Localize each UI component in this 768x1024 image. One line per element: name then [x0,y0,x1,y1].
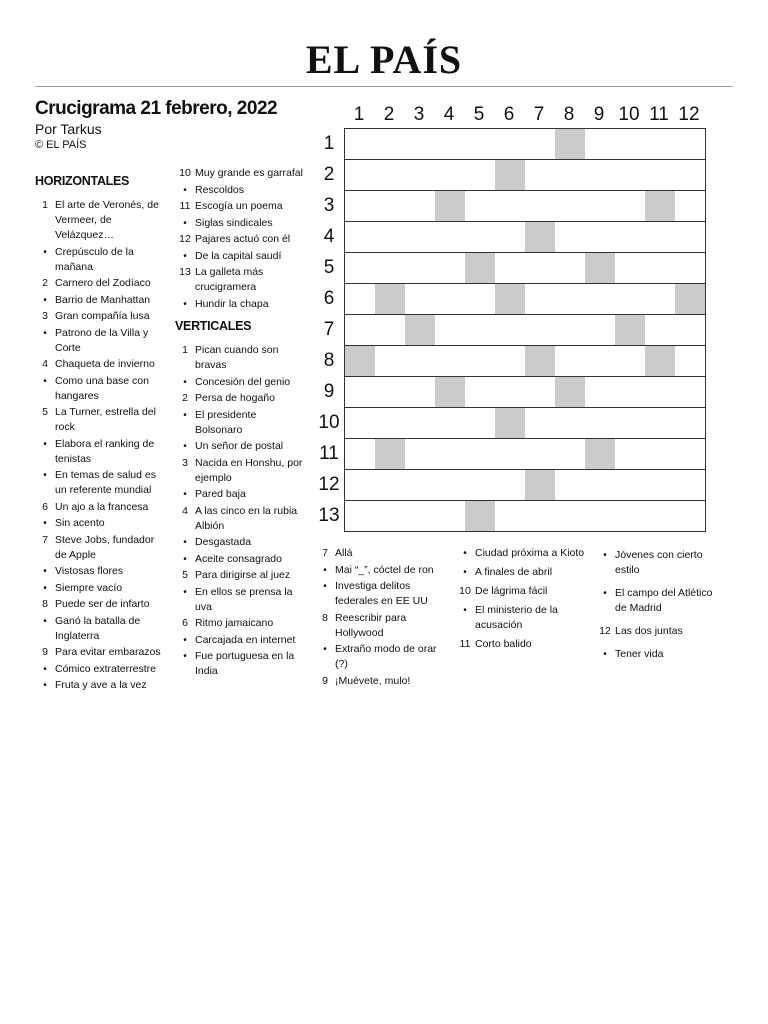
verticales-clue [315,579,440,609]
black-cell [495,284,525,315]
verticales-clue [315,563,440,578]
clue-text: Para dirigirse al juez [195,569,291,581]
clue-number: • [183,489,187,500]
clue-text: En temas de salud es un referente mundial [55,469,156,496]
row-number: 3 [323,195,335,217]
clue-number: • [603,649,607,660]
clue-text: Barrio de Manhattan [55,293,151,306]
black-cell [555,376,585,407]
clue-text: Crepúsculo de la mañana [55,245,134,273]
verticales-clue [175,408,305,438]
horizontales-clue [175,249,305,264]
clue-column-3 [175,343,305,681]
column-number: 12 [678,104,700,125]
verticales-clue [315,642,440,672]
verticales-clue [175,616,305,631]
row-number: 2 [323,164,335,186]
clue-number: • [43,615,47,627]
clue-text: El ministerio de la acusación [475,604,558,631]
verticales-clue [175,375,305,390]
clue-text: Escogía un poema [195,200,283,212]
clue-text: Un ajo a la francesa [55,500,149,513]
column-number: 11 [649,104,669,125]
horizontales-clue [35,516,163,531]
clue-text: Pican cuando son bravas [195,344,279,371]
clue-text: Sin acento [55,517,105,529]
clue-text: El arte de Veronés, de Vermeer, de Velázquez… [55,199,159,241]
clue-text: El campo del Atlético de Madrid [615,587,713,614]
black-cell [405,315,435,346]
verticales-clue [175,568,305,583]
column-number: 8 [563,104,575,125]
clue-number: • [183,184,187,196]
copyright-notice: © EL PAÍS [35,139,87,151]
clue-text: Reescribir para Hollywood [335,611,407,639]
clue-number: • [43,663,47,675]
clue-text: Puede ser de infarto [55,598,150,610]
horizontales-clue [35,581,163,596]
clue-text: Pajares actuó con él [195,233,291,245]
clue-number: 6 [182,617,188,629]
clue-number: 2 [182,392,188,404]
horizontales-clue [35,374,163,404]
clue-number: 11 [459,638,471,650]
clue-number: • [463,605,467,616]
column-number: 6 [503,104,515,125]
verticales-clue [315,546,440,561]
black-cell [675,284,705,315]
clue-number: • [323,644,327,655]
grid-row-divider [345,252,705,253]
clue-text: Carnero del Zodíaco [55,277,151,289]
clue-text: Mai “_”, cóctel de ron [335,563,434,576]
row-number: 11 [319,442,339,464]
black-cell [615,315,645,346]
clue-text: Desgastada [195,536,252,548]
clue-number: • [463,567,467,578]
clue-text: Persa de hogaño [195,392,275,404]
horizontales-clue [35,614,163,644]
grid-row-divider [345,345,705,346]
horizontales-clue [35,198,163,243]
verticales-clue [455,565,585,580]
clue-number: 8 [42,598,48,610]
clue-number: • [323,581,327,592]
horizontales-clue [35,597,163,612]
clue-text: Siglas sindicales [195,216,273,229]
clue-number: • [183,537,187,548]
grid-row-divider [345,314,705,315]
clue-column-4 [315,546,440,690]
clue-number: • [43,518,47,529]
clue-number: 10 [179,167,191,179]
clue-number: • [43,470,47,481]
clue-number: • [43,327,47,339]
clue-text: Rescoldos [195,183,245,196]
clue-number: • [183,217,187,229]
clue-number: 4 [182,504,188,517]
clue-text: Siempre vacío [55,581,123,594]
clue-number: • [183,586,187,598]
clue-text: Como una base con hangares [55,374,149,402]
horizontales-clue [175,166,305,181]
verticales-clue [315,611,440,641]
column-number: 1 [353,104,365,125]
clue-number: • [43,246,47,258]
black-cell [525,222,555,253]
clue-number: • [43,438,47,450]
clue-number: 12 [599,625,611,637]
verticales-clue [175,343,305,373]
black-cell [585,253,615,284]
clue-text: Muy grande es garrafal [195,167,303,179]
black-cell [375,284,405,315]
row-number: 12 [318,473,340,495]
clue-number: 5 [182,569,188,581]
clue-text: Un señor de postal [195,440,284,452]
row-number: 9 [323,380,335,402]
clue-text: La galleta más crucigramera [195,266,264,293]
black-cell [435,191,465,222]
horizontales-clue [35,245,163,275]
horizontales-clue [35,357,163,372]
horizontales-heading: HORIZONTALES [35,174,130,188]
horizontales-clue [175,232,305,247]
clue-number: • [603,550,607,561]
clue-number: • [183,634,187,646]
grid-row-divider [345,190,705,191]
clue-number: • [183,441,187,452]
clue-number: 6 [42,500,48,513]
clue-text: Chaqueta de invierno [55,358,155,370]
masthead-logo: EL PAÍS [305,37,463,82]
clue-number: • [183,651,187,662]
row-number: 8 [323,349,335,371]
crossword-grid [344,128,706,532]
clue-text: Elabora el ranking de tenistas [55,437,155,465]
clue-number: • [43,582,47,594]
clue-number: • [603,588,607,599]
clue-number: • [463,548,467,559]
clue-number: 5 [42,406,48,418]
black-cell [525,345,555,376]
verticales-clue [595,586,720,616]
clue-text: El presidente Bolsonaro [195,408,257,436]
horizontales-clue [175,199,305,214]
black-cell [555,129,585,160]
clue-number: • [183,409,187,421]
clue-text: Ganó la batalla de Inglaterra [55,614,141,642]
clue-number: 1 [182,344,188,356]
clue-number: 1 [42,199,48,211]
verticales-clue [455,603,585,633]
horizontales-clue [35,662,163,677]
clue-text: Ciudad próxima a Kioto [475,547,585,559]
grid-row-divider [345,500,705,501]
verticales-clue [455,584,585,599]
clue-number: • [43,680,47,691]
black-cell [525,469,555,500]
grid-row-divider [345,159,705,160]
verticales-clue [175,633,305,648]
clue-text: En ellos se prensa la uva [195,585,293,613]
grid-row-divider [345,376,705,377]
clue-number: 12 [179,233,191,245]
column-number: 5 [473,104,485,125]
clue-column-5 [455,546,585,656]
verticales-clue [175,456,305,486]
verticales-clue [455,637,585,652]
verticales-clue [595,647,720,662]
clue-text: Tener vida [615,648,664,660]
clue-number: 9 [322,674,328,687]
black-cell [645,191,675,222]
grid-row-divider [345,283,705,284]
clue-text: Concesión del genio [195,375,291,388]
verticales-clue [175,535,305,550]
black-cell [495,407,525,438]
horizontales-clue [35,326,163,356]
clue-text: Cómico extraterrestre [55,662,156,675]
grid-row-divider [345,407,705,408]
row-number: 1 [323,133,335,155]
clue-number: 9 [42,646,48,658]
clue-number: • [183,553,187,565]
clue-column-1 [35,198,163,695]
clue-text: Ritmo jamaicano [195,617,274,629]
grid-row-divider [345,438,705,439]
clue-text: A finales de abril [475,566,553,578]
clue-text: Corto balido [475,638,532,650]
clue-number: • [183,250,187,262]
clue-text: Investiga delitos federales en EE UU [335,580,428,607]
horizontales-clue [35,500,163,515]
clue-text: Pared baja [195,488,246,500]
clue-text: ¡Muévete, mulo! [335,674,411,687]
column-number: 2 [383,104,395,125]
verticales-clue [315,674,440,689]
clue-number: 8 [322,611,328,624]
row-number: 10 [318,411,340,433]
clue-number: • [183,298,187,310]
verticales-clue [455,546,585,561]
column-number: 7 [533,104,545,125]
black-cell [645,345,675,376]
column-number: 10 [618,104,640,125]
horizontales-clue [175,265,305,295]
clue-text: Las dos juntas [615,625,683,637]
verticales-clue [175,552,305,567]
horizontales-clue [35,437,163,467]
clue-text: La Turner, estrella del rock [55,406,156,433]
verticales-clue [175,439,305,454]
clue-text: Hundir la chapa [195,297,269,310]
clue-number: 11 [179,200,191,212]
author-byline: Por Tarkus [35,121,102,137]
clue-text: Steve Jobs, fundador de Apple [55,533,155,561]
clue-number: • [43,375,47,387]
horizontales-clue [35,678,163,693]
clue-number: 3 [42,310,48,322]
black-cell [465,500,495,531]
clue-text: Carcajada en internet [195,633,296,646]
clue-number: 10 [459,585,471,597]
verticales-clue [175,487,305,502]
verticales-clue [175,391,305,406]
horizontales-clue [35,645,163,660]
clue-number: 13 [179,266,191,278]
clue-number: • [323,564,327,576]
verticales-clue [595,548,720,578]
clue-number: • [43,566,47,577]
verticales-heading: VERTICALES [175,319,252,333]
clue-number: 7 [322,547,328,559]
black-cell [375,438,405,469]
clue-number: • [183,376,187,388]
horizontales-clue [35,293,163,308]
row-number: 13 [318,504,340,526]
page-title: Crucigrama 21 febrero, 2022 [35,98,278,119]
clue-number: 4 [42,358,48,370]
clue-text: Para evitar embarazos [55,646,161,658]
clue-text: Vistosas flores [55,565,124,577]
black-cell [345,345,375,376]
black-cell [435,376,465,407]
clue-number: • [43,294,47,306]
grid-row-divider [345,469,705,470]
horizontales-clue [35,564,163,579]
horizontales-clue [35,405,163,435]
horizontales-clue [35,276,163,291]
verticales-clue [595,624,720,639]
clue-column-2 [175,166,305,313]
horizontales-clue [175,297,305,312]
black-cell [465,253,495,284]
horizontales-clue [175,216,305,231]
clue-text: Jóvenes con cierto estilo [615,549,703,576]
clue-number: 2 [42,277,48,289]
verticales-clue [175,649,305,679]
horizontales-clue [175,183,305,198]
clue-number: 7 [42,533,48,546]
clue-text: Nacida en Honshu, por ejemplo [195,456,303,484]
grid-row-divider [345,221,705,222]
row-number: 6 [323,288,335,310]
verticales-clue [175,585,305,615]
black-cell [585,438,615,469]
row-number: 5 [323,257,335,279]
column-number: 4 [443,104,455,125]
row-number: 4 [323,226,335,248]
clue-text: De la capital saudí [195,249,282,262]
clue-text: Allá [335,547,353,559]
clue-text: Fruta y ave a la vez [55,679,147,691]
row-number: 7 [323,319,335,340]
clue-text: Extraño modo de orar (?) [335,643,437,670]
clue-number: 3 [182,456,188,469]
verticales-clue [175,504,305,534]
clue-text: Patrono de la Villa y Corte [55,326,149,354]
horizontales-clue [35,468,163,498]
column-number: 3 [413,104,425,125]
horizontales-clue [35,533,163,563]
horizontales-clue [35,309,163,324]
black-cell [495,160,525,191]
clue-column-6 [595,548,720,670]
clue-text: De lágrima fácil [475,585,548,597]
clue-text: Aceite consagrado [195,552,282,565]
clue-text: A las cinco en la rubia Albión [195,504,298,532]
clue-text: Fue portuguesa en la India [195,650,295,677]
header-divider [35,86,733,87]
column-number: 9 [593,104,605,125]
clue-text: Gran compañía lusa [55,310,150,322]
